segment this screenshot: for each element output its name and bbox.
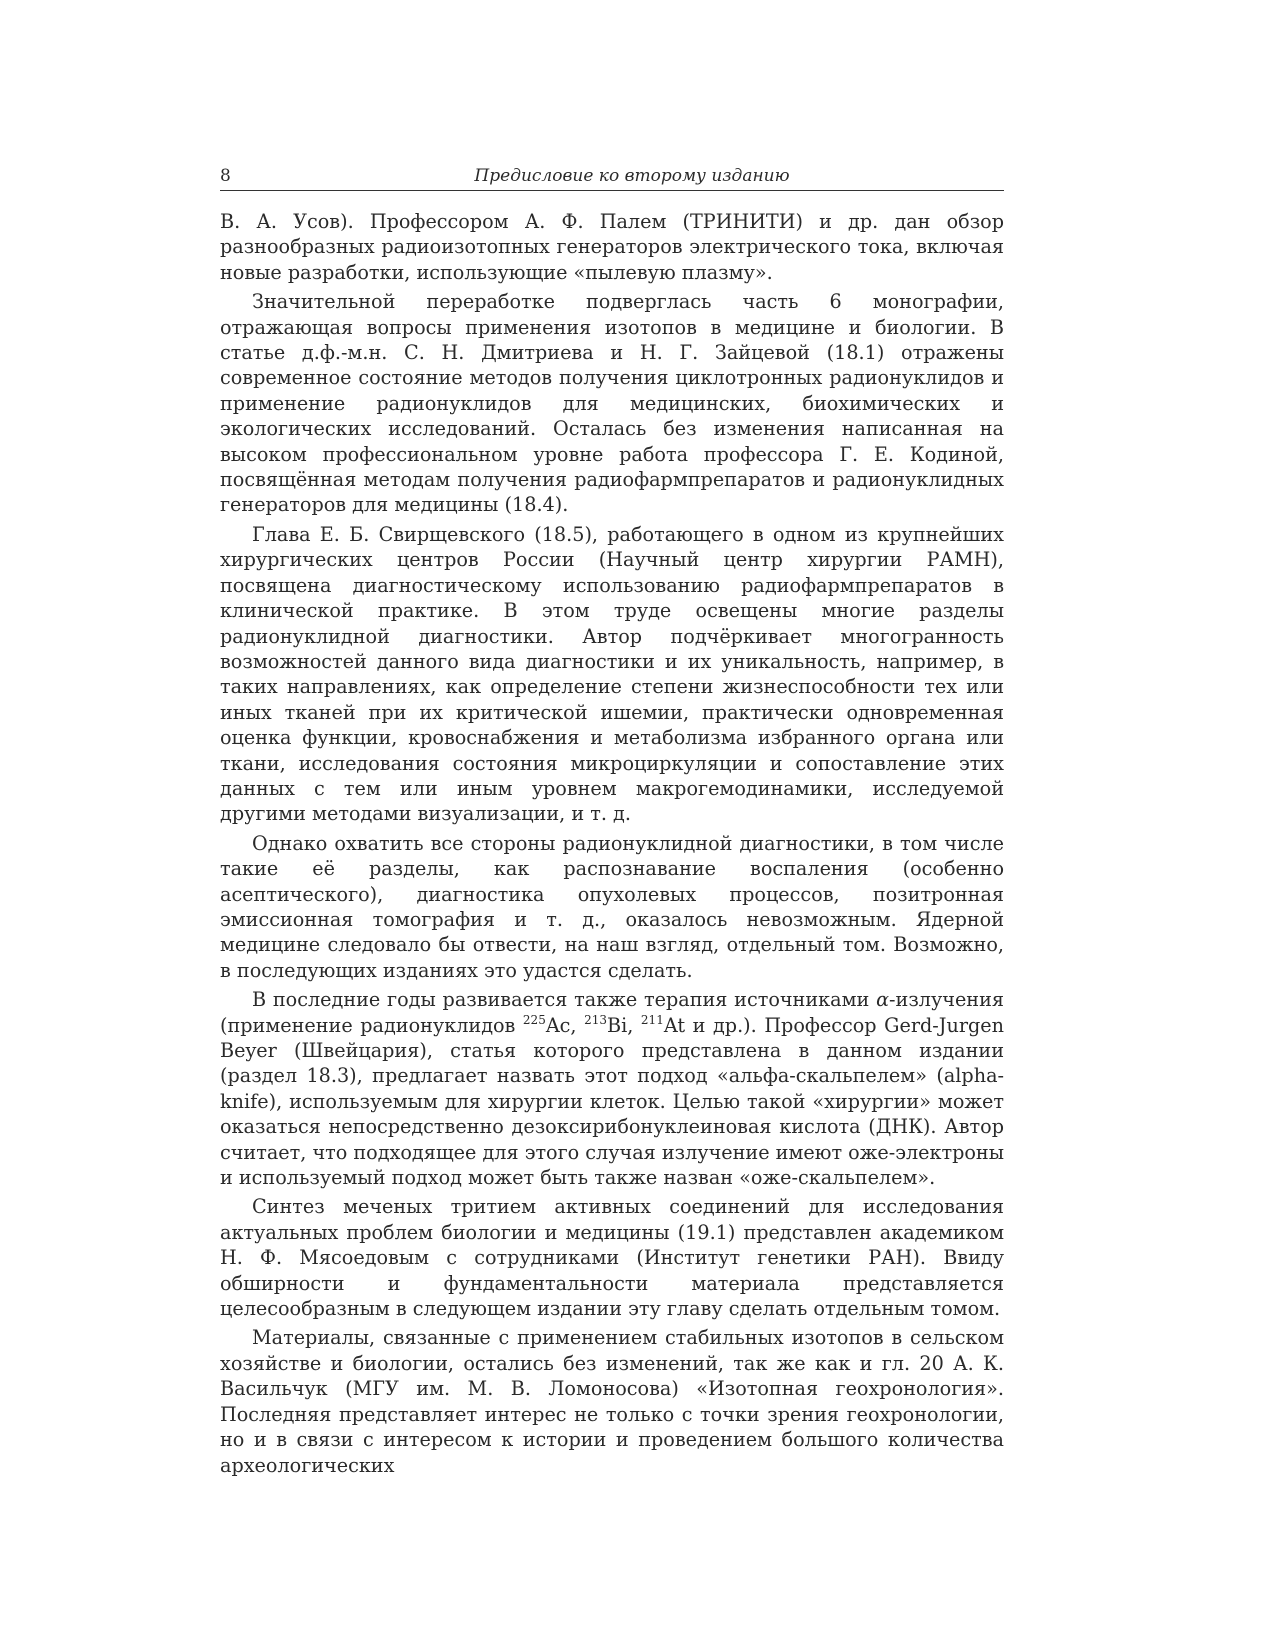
- paragraph-7: Материалы, связанные с применением стабильных изотопов в сельском хозяйстве и биологии, остались без изменений, так же как и гл. 20 А. К. Васильчук (МГУ им. М. В. Ломоносова) «Изотопная геохронология». Последняя представляет интерес не только с точки зрения геохронологии, но и в связи с интересом к истории и проведением большого количества археологических: [220, 1326, 1004, 1477]
- p5-text-b: -излучения (применение радионуклидов: [220, 988, 1004, 1037]
- isotope-at-symbol: At: [663, 1013, 686, 1037]
- isotope-ac-symbol: Ac,: [545, 1013, 585, 1037]
- paragraph-2: Значительной переработке подверглась часть 6 монографии, отражающая вопросы применения изотопов в медицине и биологии. В статье д.ф.-м.н. С. Н. Дмитриева и Н. Г. Зайцевой (18.1) отражены современное состояние методов получения циклотронных радионуклидов и применение радионуклидов для медицинских, биохимических и экологических исследований. Осталась без изменения написанная на высоком профессиональном уровне работа профессора Г. Е. Кодиной, посвящённая методам получения радиофармпрепаратов и радионуклидных генераторов для медицины (18.4).: [220, 290, 1004, 517]
- document-page: [220, 166, 1004, 1482]
- isotope-bi-mass: 213: [584, 1012, 608, 1027]
- paragraph-6: Синтез меченых тритием активных соединений для исследования актуальных проблем биологии и медицины (19.1) представлен академиком Н. Ф. Мясоедовым с сотрудниками (Институт генетики РАН). Ввиду обширности и фундаментальности материала представляется целесообразным в следующем издании эту главу сделать отдельным томом.: [220, 1195, 1004, 1321]
- isotope-at-mass: 211: [640, 1012, 664, 1027]
- body-text: [220, 209, 1004, 1478]
- alpha-symbol: α: [876, 988, 890, 1012]
- p5-text-c: и др.). Профессор Gerd-Jurgen Beyer (Швейцария), статья которого представлена в данном издании (раздел 18.3), предлагает назвать этот подход «альфа-скальпелем» (alpha-knife), используемым для хирургии клеток. Целью такой «хирургии» может оказаться непосредственно дезоксирибонуклеиновая кислота (ДНК). Автор считает, что подходящее для этого случая излучение имеют оже-электроны и используемый подход может быть также назван «оже-скальпелем».: [220, 1013, 1004, 1190]
- paragraph-1: В. А. Усов). Профессором А. Ф. Палем (ТРИНИТИ) и др. дан обзор разнообразных радиоизотопных генераторов электрического тока, включая новые разработки, использующие «пылевую плазму».: [220, 210, 1004, 284]
- paragraph-3: Глава Е. Б. Свирщевского (18.5), работающего в одном из крупнейших хирургических центров России (Научный центр хирургии РАМН), посвящена диагностическому использованию радиофармпрепаратов в клинической практике. В этом труде освещены многие разделы радионуклидной диагностики. Автор подчёркивает многогранность возможностей данного вида диагностики и их уникальность, например, в таких направлениях, как определение степени жизнеспособности тех или иных тканей при их критической ишемии, практически одновременная оценка функции, кровоснабжения и метаболизма избранного органа или ткани, исследования состояния микроциркуляции и сопоставление этих данных с тем или иным уровнем макрогемодинамики, исследуемой другими методами визуализации, и т. д.: [220, 522, 1004, 826]
- isotope-bi-symbol: Bi,: [607, 1013, 641, 1037]
- isotope-ac-mass: 225: [522, 1012, 546, 1027]
- page-number: 8: [220, 166, 231, 186]
- paragraph-4: Однако охватить все стороны радионуклидной диагностики, в том числе такие её разделы, как распознавание воспаления (особенно асептического), диагностика опухолевых процессов, позитронная эмиссионная томография и т. д., оказалось невозможным. Ядерной медицине следовало бы отвести, на наш взгляд, отдельный том. Возможно, в последующих изданиях это удастся сделать.: [220, 831, 1004, 982]
- running-title: Предисловие ко второму изданию: [474, 166, 790, 186]
- paragraph-5: [220, 987, 1004, 1190]
- page-header: [220, 166, 1004, 191]
- p5-text-a: В последние годы развивается также терапия источниками: [252, 988, 877, 1012]
